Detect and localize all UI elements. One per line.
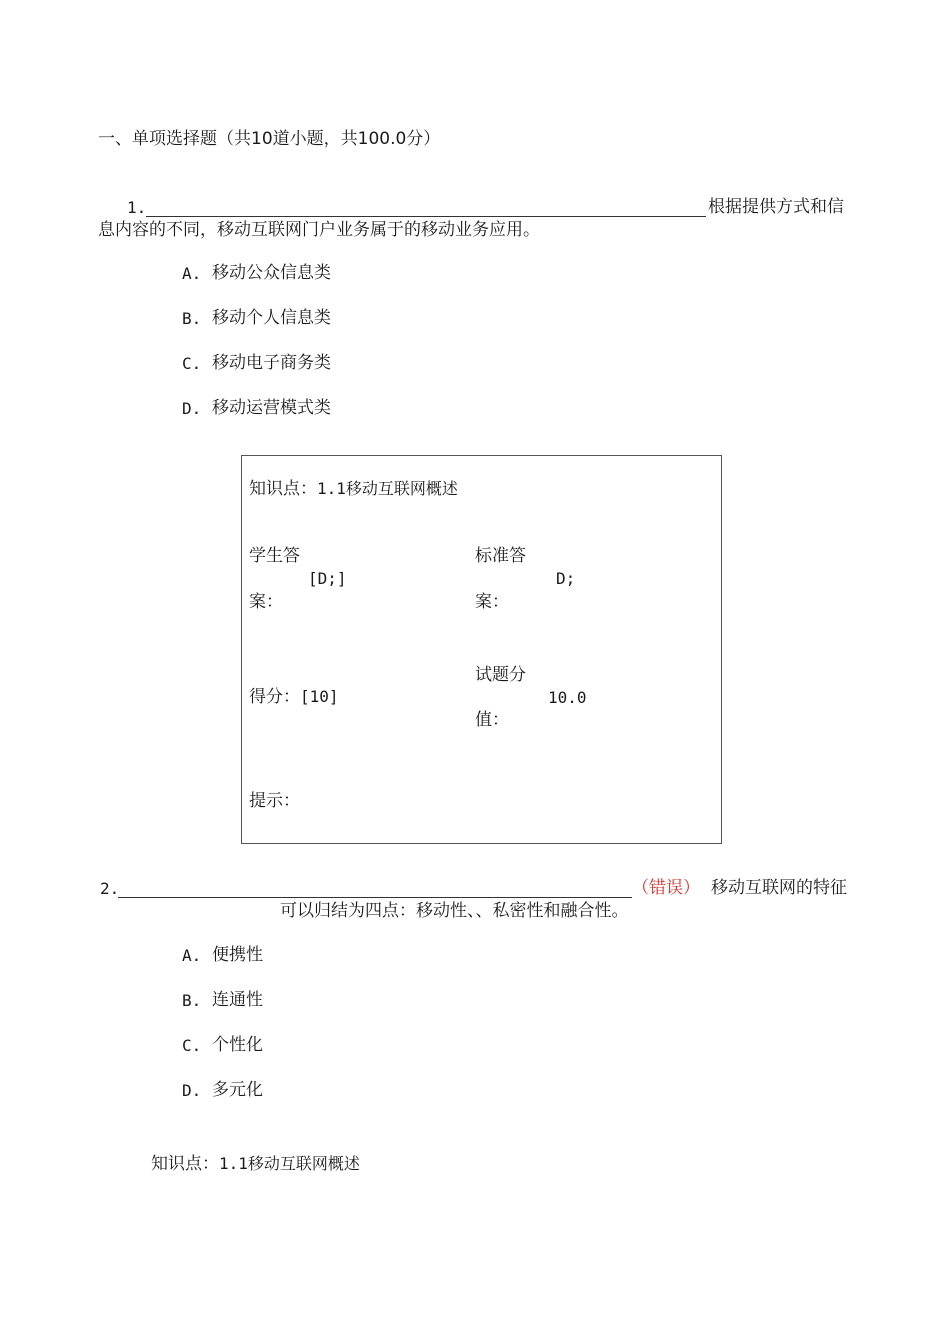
question-stem-tail: 根据提供方式和信 <box>708 197 844 217</box>
option-letter: D. <box>182 399 202 418</box>
student-answer-label: 学生答 <box>249 546 300 566</box>
knowledge-value: 1.1移动互联网概述 <box>219 1154 360 1173</box>
standard-answer-label: 标准答 <box>475 546 526 566</box>
option-text: 连通性 <box>212 990 263 1010</box>
standard-answer-label-2: 案： <box>475 592 509 612</box>
score-label: 得分： <box>249 687 300 707</box>
score-value: [10] <box>300 687 339 706</box>
standard-answer-value: D; <box>556 569 576 588</box>
knowledge-value: 1.1移动互联网概述 <box>317 479 458 498</box>
option-letter: B. <box>182 309 202 328</box>
question-number: 2. <box>100 879 120 898</box>
student-answer-value: [D;] <box>308 569 347 588</box>
points-label: 试题分 <box>475 665 526 685</box>
question-stem-tail: 移动互联网的特征 <box>711 878 847 898</box>
option-text: 移动个人信息类 <box>212 308 331 328</box>
score <box>249 689 339 706</box>
option-text: 移动电子商务类 <box>212 353 331 373</box>
question-stem-line2: 息内容的不同，移动互联网门户业务属于的移动业务应用。 <box>98 220 540 240</box>
section-title: 一、单项选择题（共10道小题，共100.0分） <box>98 129 441 149</box>
question-number: 1. <box>127 198 147 217</box>
status-badge: （错误） <box>632 878 700 898</box>
hint-label: 提示： <box>249 791 300 811</box>
option-letter: B. <box>182 991 202 1010</box>
option-letter: A. <box>182 946 202 965</box>
knowledge-label: 知识点： <box>249 479 317 499</box>
knowledge-point <box>249 481 458 498</box>
points-label-2: 值： <box>475 710 509 730</box>
points-value: 10.0 <box>548 688 587 707</box>
option-letter: D. <box>182 1081 202 1100</box>
option-text: 便携性 <box>212 945 263 965</box>
option-letter: C. <box>182 1036 202 1055</box>
knowledge-label: 知识点： <box>151 1154 219 1174</box>
question-stem-line2: 可以归结为四点：移动性、、私密性和融合性。 <box>280 901 629 921</box>
answer-blank <box>118 897 632 898</box>
option-text: 移动运营模式类 <box>212 398 331 418</box>
option-letter: A. <box>182 264 202 283</box>
student-answer-label-2: 案： <box>249 592 283 612</box>
knowledge-point <box>151 1156 360 1173</box>
option-text: 移动公众信息类 <box>212 263 331 283</box>
answer-info-box <box>241 455 722 844</box>
option-text: 个性化 <box>212 1035 263 1055</box>
option-text: 多元化 <box>212 1080 263 1100</box>
option-letter: C. <box>182 354 202 373</box>
answer-blank <box>146 216 706 217</box>
